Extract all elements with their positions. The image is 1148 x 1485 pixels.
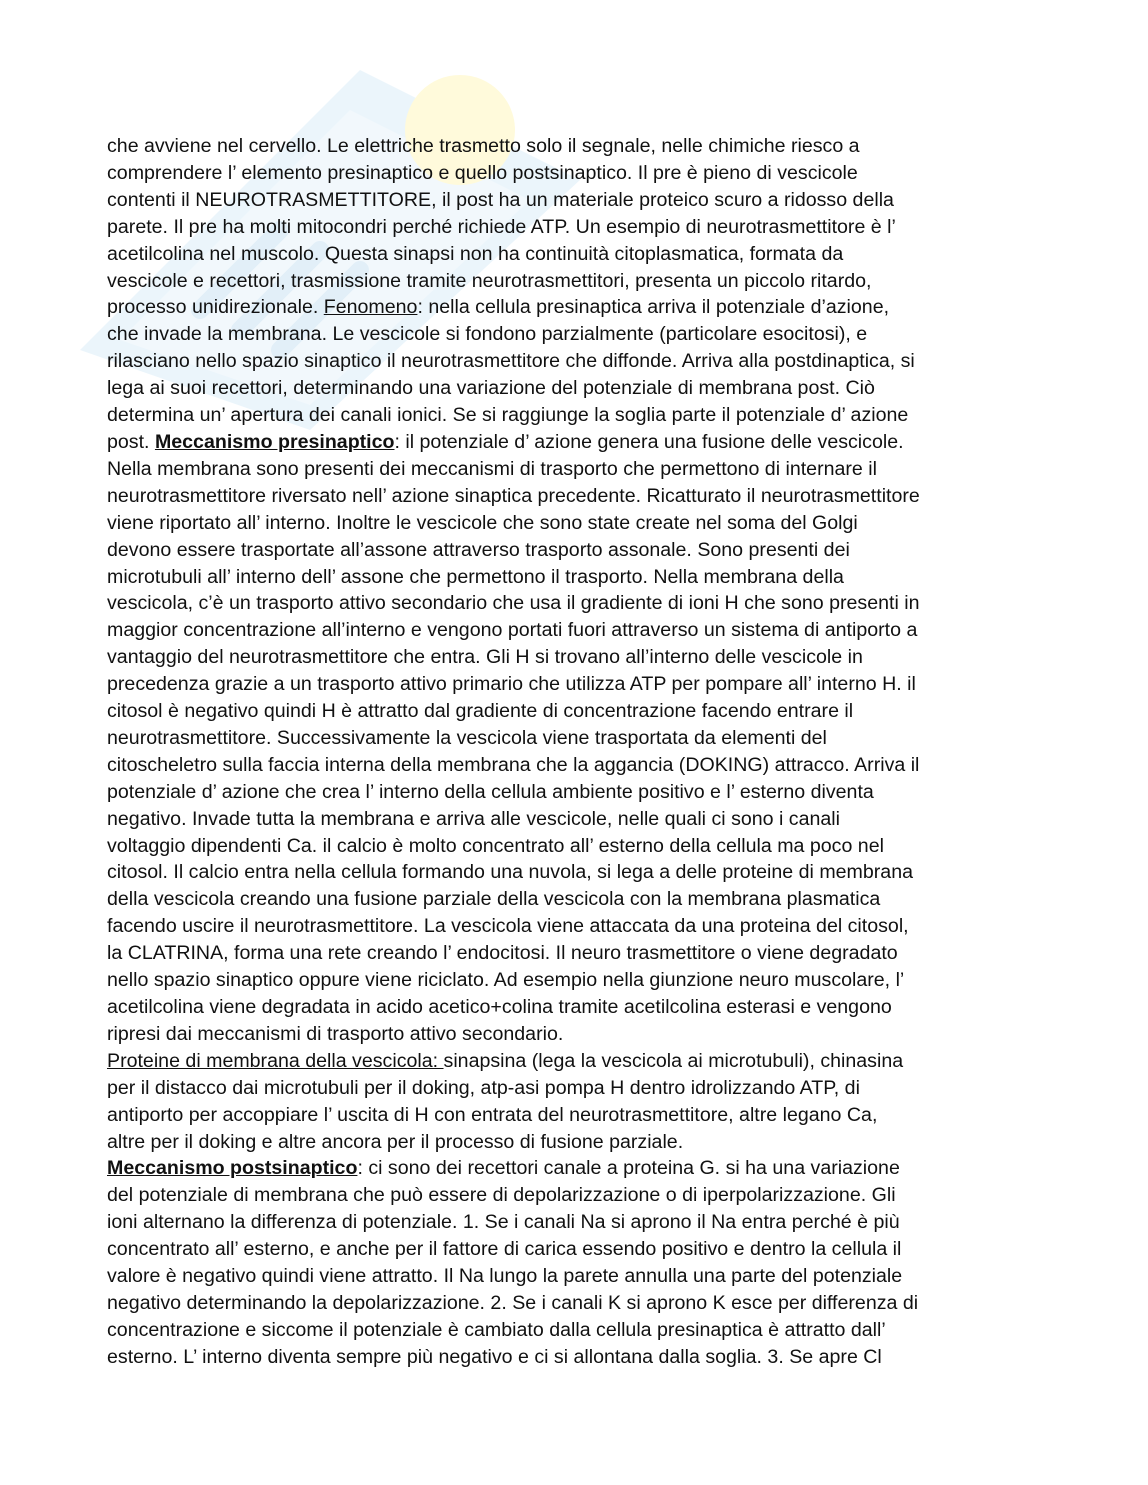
- text-line: [107, 133, 1047, 160]
- text-line: [107, 375, 1047, 402]
- text-span: neurotrasmettitore riversato nell’ azione sinaptica precedente. Ricatturato il neurotrasmettitore: [107, 484, 920, 507]
- paragraph: [107, 133, 1047, 1048]
- text-line: [107, 1317, 1047, 1344]
- text-line: [107, 859, 1047, 886]
- text-span: vescicole e recettori, trasmissione tramite neurotrasmettitori, presenta un piccolo ritardo,: [107, 269, 872, 292]
- text-span: altre per il doking e altre ancora per il processo di fusione parziale.: [107, 1130, 684, 1153]
- text-span: concentrato all’ esterno, e anche per il fattore di carica essendo positivo e dentro la cellula il: [107, 1238, 902, 1261]
- text-span: sinapsina (lega la vescicola ai microtubuli), chinasina: [443, 1049, 904, 1072]
- text-span: la CLATRINA, forma una rete creando l’ endocitosi. Il neuro trasmettitore o viene degradato: [107, 942, 898, 965]
- text-span: contenti il NEUROTRASMETTITORE, il post ha un materiale proteico scuro a ridosso della: [107, 188, 894, 211]
- text-line: [107, 1263, 1047, 1290]
- text-line: [107, 886, 1047, 913]
- text-line: [107, 241, 1047, 268]
- text-span: valore è negativo quindi viene attratto. Il Na lungo la parete annulla una parte del potenziale: [107, 1265, 903, 1288]
- text-line: [107, 429, 1047, 456]
- text-line: [107, 1155, 1047, 1182]
- text-line: [107, 1344, 1047, 1371]
- text-span: del potenziale di membrana che può essere di depolarizzazione o di iperpolarizzazione. Gli: [107, 1184, 896, 1207]
- text-line: [107, 671, 1047, 698]
- text-span: negativo determinando la depolarizzazione. 2. Se i canali K si aprono K esce per differenza di: [107, 1291, 919, 1314]
- text-line: [107, 294, 1047, 321]
- text-span: che avviene nel cervello. Le elettriche trasmetto solo il segnale, nelle chimiche riesco a: [107, 135, 860, 157]
- text-span: vescicola, c’è un trasporto attivo secondario che usa il gradiente di ioni H che sono presenti in: [107, 592, 920, 615]
- text-line: [107, 590, 1047, 617]
- text-line: [107, 483, 1047, 510]
- text-span: ioni alternano la differenza di potenziale. 1. Se i canali Na si aprono il Na entra perché è più: [107, 1211, 900, 1234]
- text-span: ripresi dai meccanismi di trasporto attivo secondario.: [107, 1022, 564, 1045]
- text-span: devono essere trasportate all’assone attraverso trasporto assonale. Sono presenti dei: [107, 538, 850, 561]
- text-line: [107, 913, 1047, 940]
- text-line: [107, 348, 1047, 375]
- document-body: [107, 133, 1047, 1371]
- text-span: lega ai suoi recettori, determinando una variazione del potenziale di membrana post. Ciò: [107, 377, 875, 400]
- text-line: [107, 1290, 1047, 1317]
- underlined-term: Fenomeno: [323, 296, 418, 319]
- text-span: nello spazio sinaptico oppure viene riciclato. Ad esempio nella giunzione neuro muscolare, l’: [107, 969, 905, 992]
- text-line: [107, 833, 1047, 860]
- text-line: [107, 644, 1047, 671]
- text-span: rilasciano nello spazio sinaptico il neurotrasmettitore che diffonde. Arriva alla postdinaptica, si: [107, 350, 915, 373]
- text-line: [107, 187, 1047, 214]
- text-line: [107, 564, 1047, 591]
- text-span: precedenza grazie a un trasporto attivo primario che utilizza ATP per pompare all’ interno H. il: [107, 673, 916, 696]
- text-line: [107, 456, 1047, 483]
- text-span: post.: [107, 430, 155, 453]
- text-span: antiporto per accoppiare l’ uscita di H con entrata del neurotrasmettitore, altre legano Ca,: [107, 1103, 878, 1126]
- text-line: [107, 617, 1047, 644]
- text-span: viene riportato all’ interno. Inoltre le vescicole che sono state create nel soma del Golgi: [107, 511, 858, 534]
- text-span: citosol. Il calcio entra nella cellula formando una nuvola, si lega a delle proteine di membrana: [107, 861, 913, 884]
- text-line: [107, 537, 1047, 564]
- text-line: [107, 214, 1047, 241]
- text-span: maggior concentrazione all’interno e vengono portati fuori attraverso un sistema di antiporto a: [107, 619, 918, 642]
- text-span: : ci sono dei recettori canale a proteina G. si ha una variazione: [357, 1157, 900, 1180]
- text-line: [107, 321, 1047, 348]
- text-line: [107, 510, 1047, 537]
- text-span: per il distacco dai microtubuli per il doking, atp-asi pompa H dentro idrolizzando ATP, di: [107, 1076, 860, 1099]
- underlined-term: Proteine di membrana della vescicola:: [107, 1049, 444, 1072]
- text-line: [107, 994, 1047, 1021]
- text-line: [107, 1021, 1047, 1048]
- text-span: citosol è negativo quindi H è attratto dal gradiente di concentrazione facendo entrare il: [107, 700, 854, 723]
- text-span: vantaggio del neurotrasmettitore che entra. Gli H si trovano all’interno delle vescicole in: [107, 646, 863, 669]
- text-line: [107, 1075, 1047, 1102]
- text-span: processo unidirezionale.: [107, 296, 324, 319]
- text-span: facendo uscire il neurotrasmettitore. La vescicola viene attaccata da una proteina del citosol,: [107, 915, 909, 938]
- text-line: [107, 1102, 1047, 1129]
- text-span: determina un’ apertura dei canali ionici. Se si raggiunge la soglia parte il potenziale d’ azione: [107, 404, 909, 427]
- text-line: [107, 402, 1047, 429]
- text-span: della vescicola creando una fusione parziale della vescicola con la membrana plasmatica: [107, 888, 881, 911]
- text-span: negativo. Invade tutta la membrana e arriva alle vescicole, nelle quali ci sono i canali: [107, 807, 840, 830]
- text-span: che invade la membrana. Le vescicole si fondono parzialmente (particolare esocitosi), e: [107, 323, 868, 346]
- text-span: acetilcolina viene degradata in acido acetico+colina tramite acetilcolina esterasi e vengono: [107, 996, 892, 1018]
- text-span: : nella cellula presinaptica arriva il potenziale d’azione,: [417, 296, 890, 319]
- paragraph: [107, 1155, 1047, 1370]
- text-line: [107, 268, 1047, 295]
- text-span: microtubuli all’ interno dell’ assone che permettono il trasporto. Nella membrana della: [107, 565, 844, 588]
- section-heading: Meccanismo presinaptico: [154, 430, 395, 453]
- text-line: [107, 940, 1047, 967]
- text-span: acetilcolina nel muscolo. Questa sinapsi non ha continuità citoplasmatica, formata da: [107, 242, 844, 265]
- text-span: parete. Il pre ha molti mitocondri perché richiede ATP. Un esempio di neurotrasmettitore è l’: [107, 215, 896, 238]
- text-line: [107, 1129, 1047, 1156]
- paragraph: [107, 1048, 1047, 1156]
- text-line: [107, 779, 1047, 806]
- text-line: [107, 1048, 1047, 1075]
- text-span: : il potenziale d’ azione genera una fusione delle vescicole.: [394, 430, 904, 453]
- text-span: citoscheletro sulla faccia interna della membrana che la aggancia (DOKING) attracco. Arriva il: [107, 753, 920, 776]
- text-line: [107, 698, 1047, 725]
- text-span: voltaggio dipendenti Ca. il calcio è molto concentrato all’ esterno della cellula ma poco nel: [107, 834, 884, 857]
- text-span: potenziale d’ azione che crea l’ interno della cellula ambiente positivo e l’ esterno diventa: [107, 780, 874, 803]
- text-span: Nella membrana sono presenti dei meccanismi di trasporto che permettono di internare il: [107, 457, 877, 480]
- text-line: [107, 1182, 1047, 1209]
- text-line: [107, 725, 1047, 752]
- text-span: comprendere l’ elemento presinaptico e quello postsinaptico. Il pre è pieno di vescicole: [107, 161, 858, 184]
- text-line: [107, 160, 1047, 187]
- text-line: [107, 806, 1047, 833]
- text-line: [107, 967, 1047, 994]
- text-span: concentrazione e siccome il potenziale è cambiato dalla cellula presinaptica è attratto dall’: [107, 1318, 886, 1341]
- text-line: [107, 752, 1047, 779]
- text-span: esterno. L’ interno diventa sempre più negativo e ci si allontana dalla soglia. 3. Se apre Cl: [107, 1345, 882, 1368]
- section-heading: Meccanismo postsinaptico: [107, 1157, 358, 1180]
- text-span: neurotrasmettitore. Successivamente la vescicola viene trasportata da elementi del: [107, 726, 827, 749]
- text-line: [107, 1236, 1047, 1263]
- text-line: [107, 1209, 1047, 1236]
